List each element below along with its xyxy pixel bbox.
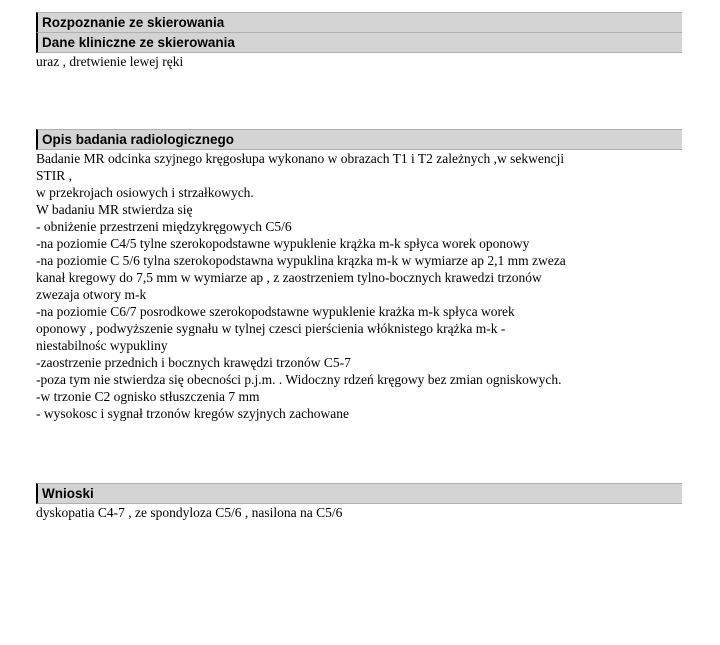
text-line: -na poziomie C6/7 posrodkowe szerokopodstawne wypuklenie krażka m-k spłyca worek bbox=[36, 304, 515, 319]
text-line: STIR , bbox=[36, 168, 73, 183]
radiology-report bbox=[36, 12, 682, 521]
text-line: - wysokosc i sygnał trzonów kregów szyjnych zachowane bbox=[36, 406, 350, 421]
text-line: w przekrojach osiowych i strzałkowych. bbox=[36, 185, 254, 200]
section-header-wnioski: Wnioski bbox=[36, 483, 682, 504]
text-line: zwezaja otwory m-k bbox=[36, 287, 147, 302]
section-header-dane-kliniczne: Dane kliniczne ze skierowania bbox=[36, 33, 682, 53]
section-body-dane-kliniczne bbox=[36, 53, 682, 70]
text-line: -na poziomie C4/5 tylne szerokopodstawne wypuklenie krążka m-k spłyca worek oponowy bbox=[36, 236, 530, 251]
text-line: dyskopatia C4-7 , ze spondyloza C5/6 , nasilona na C5/6 bbox=[36, 505, 343, 520]
section-header-opis-badania: Opis badania radiologicznego bbox=[36, 129, 682, 150]
text-line: -na poziomie C 5/6 tylna szerokopodstawna wypuklina krązka m-k w wymiarze ap 2,1 mm zweza bbox=[36, 253, 566, 268]
text-line: -w trzonie C2 ognisko stłuszczenia 7 mm bbox=[36, 389, 260, 404]
section-header-rozpoznanie: Rozpoznanie ze skierowania bbox=[36, 12, 682, 33]
text-line: kanał kregowy do 7,5 mm w wymiarze ap , z zaostrzeniem tylno-bocznych krawedzi trzonów bbox=[36, 270, 542, 285]
text-line: oponowy , podwyższenie sygnału w tylnej czesci pierścienia włóknistego krążka m-k - bbox=[36, 321, 506, 336]
text-line: -poza tym nie stwierdza się obecności p.j.m. . Widoczny rdzeń kręgowy bez zmian ogniskowych. bbox=[36, 372, 562, 387]
text-line: - obniżenie przestrzeni międzykręgowych C5/6 bbox=[36, 219, 292, 234]
section-body-opis-badania bbox=[36, 150, 682, 422]
text-line: -zaostrzenie przednich i bocznych krawędzi trzonów C5-7 bbox=[36, 355, 351, 370]
text-line: Badanie MR odcinka szyjnego kręgosłupa wykonano w obrazach T1 i T2 zależnych ,w sekwencji bbox=[36, 151, 565, 166]
text-line: niestabilnośc wypukliny bbox=[36, 338, 168, 353]
text-line: W badaniu MR stwierdza się bbox=[36, 202, 193, 217]
section-body-wnioski bbox=[36, 504, 682, 521]
text-line: uraz , dretwienie lewej ręki bbox=[36, 54, 184, 69]
